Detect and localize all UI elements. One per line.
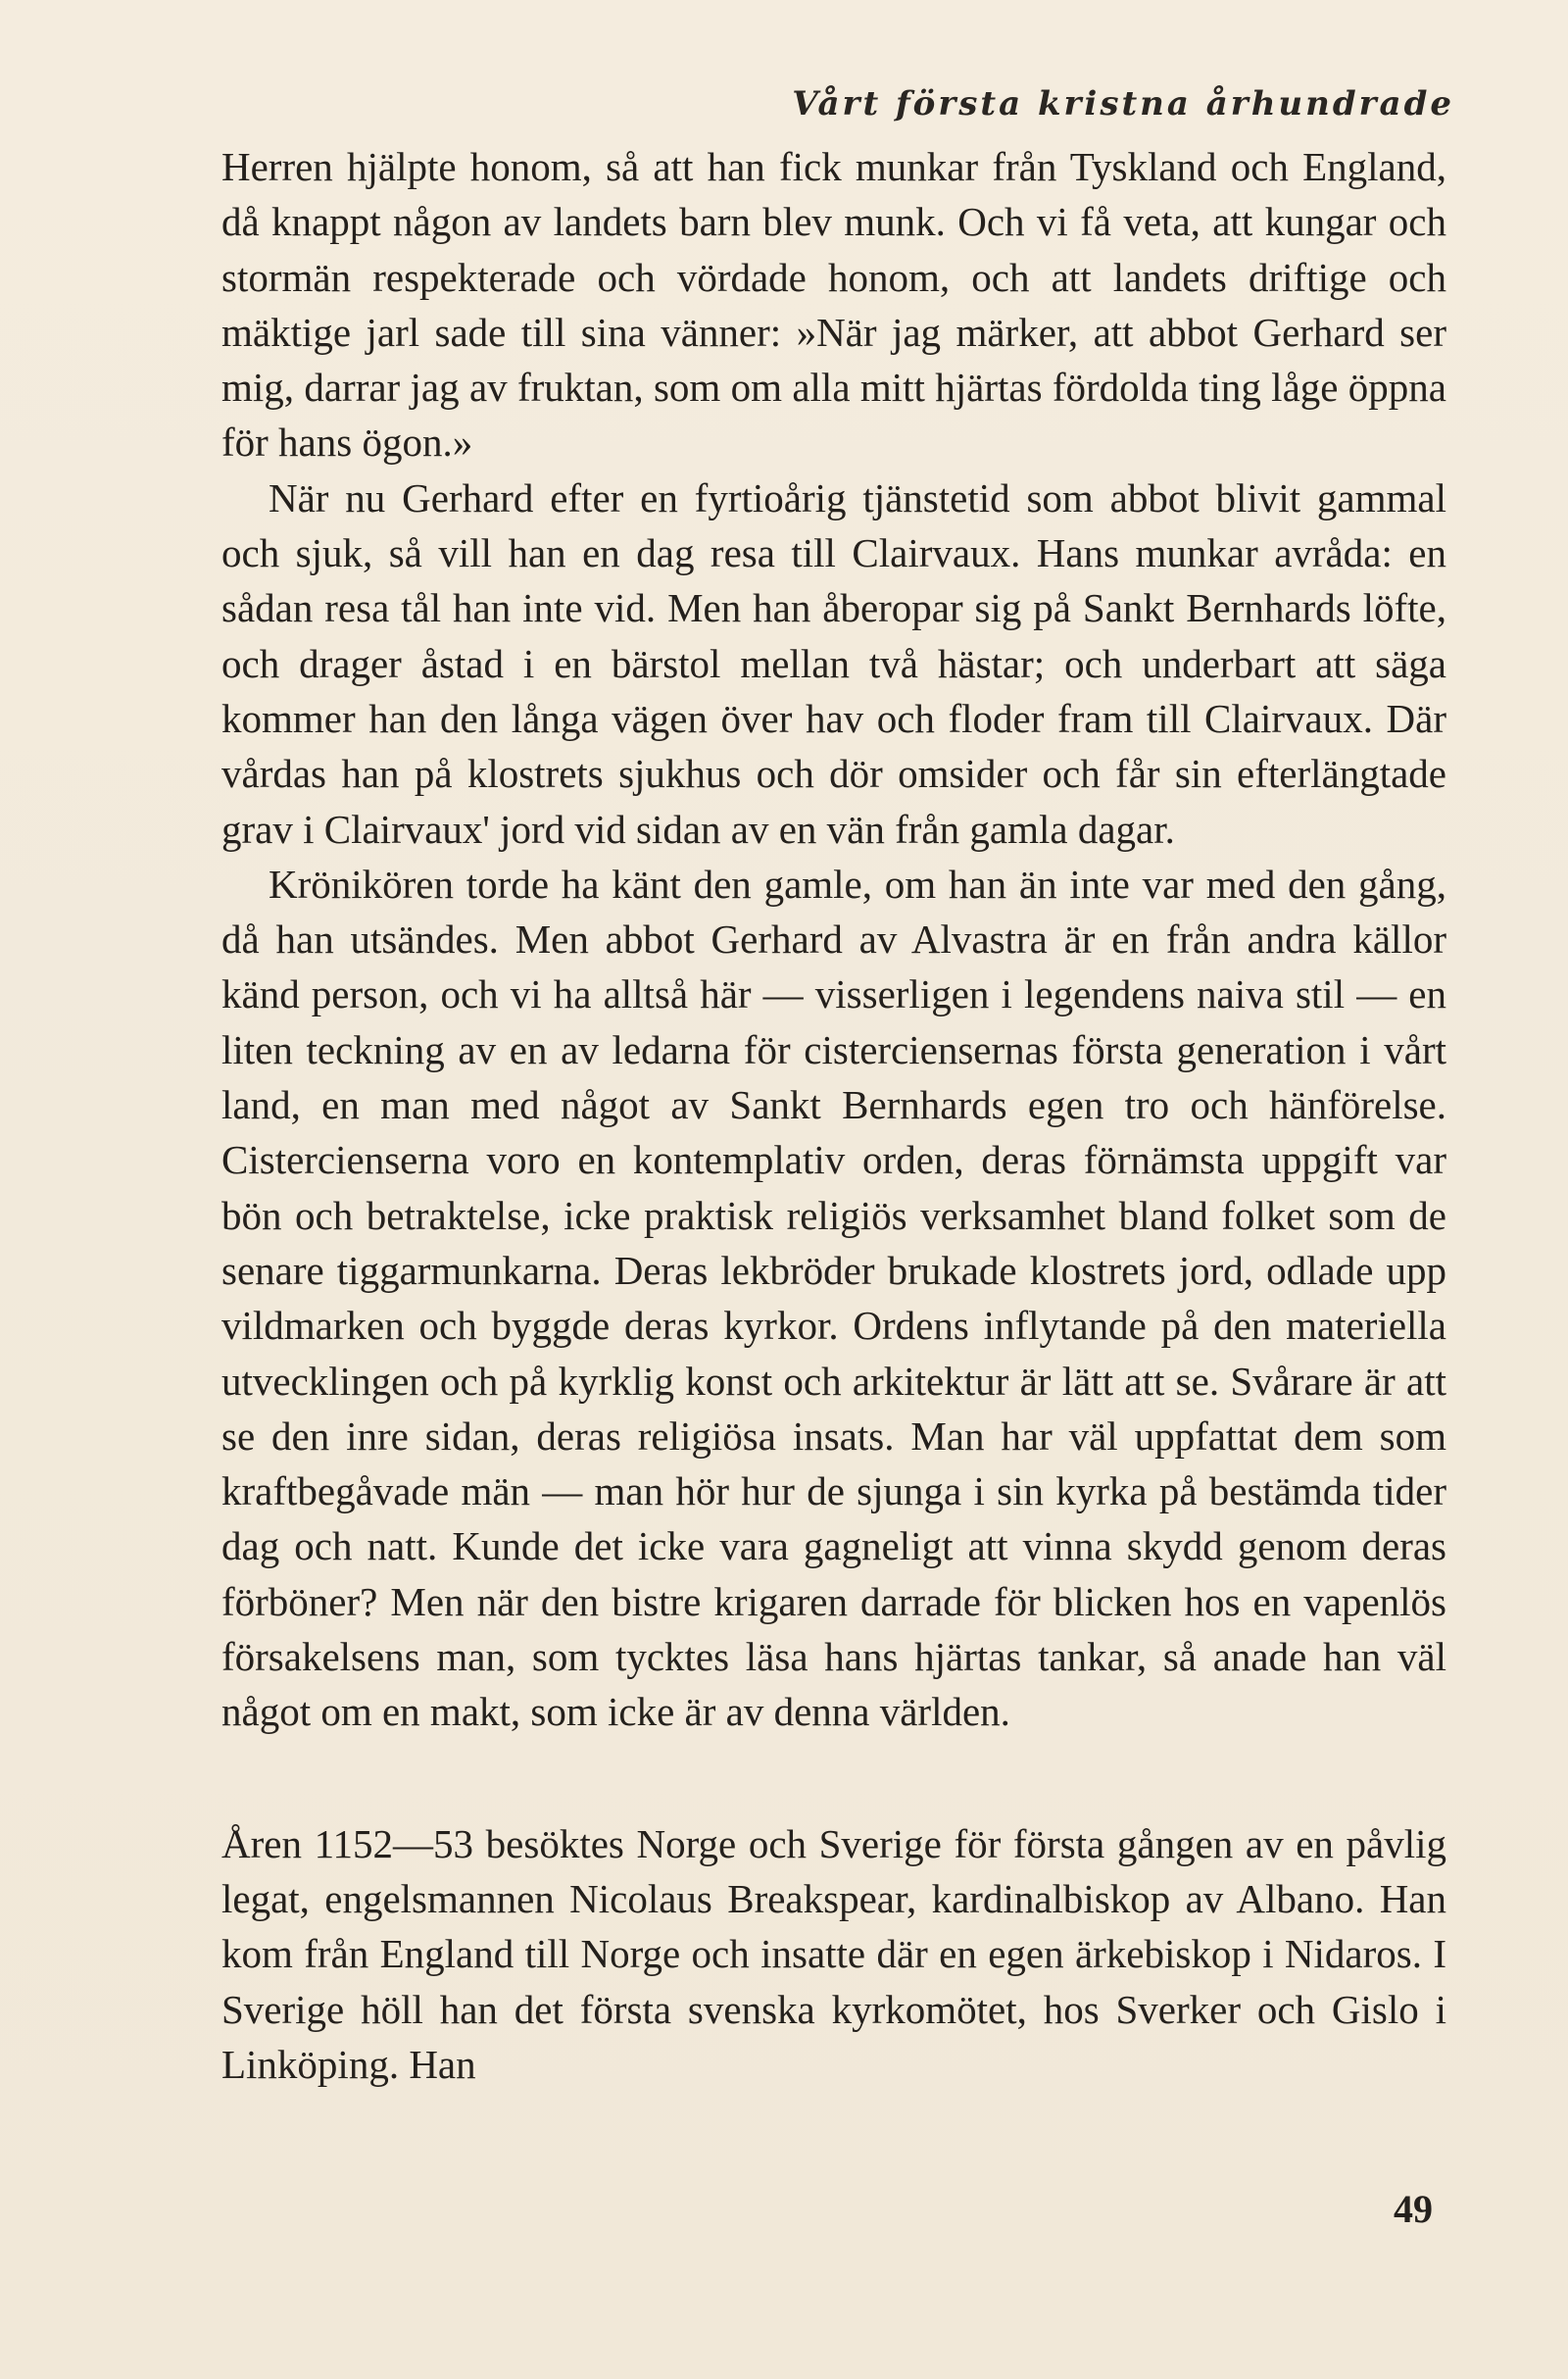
paragraph-1: Herren hjälpte honom, så att han fick munkar från Tyskland och England, då knappt någon av landets barn blev munk. Och vi få veta, att kungar och stormän respekterade och vördade honom, och att landets driftige och mäktige jarl sade till sina vänner: »När jag märker, att abbot Gerhard ser mig, darrar jag av fruktan, som om alla mitt hjärtas fördolda ting låge öppna för hans ögon.» bbox=[221, 144, 1446, 466]
section-break bbox=[221, 1740, 1446, 1816]
body-text bbox=[221, 139, 1446, 2092]
paragraph-4: Åren 1152—53 besöktes Norge och Sverige för första gången av en påvlig legat, engelsmannen Nicolaus Breakspear, kardinalbiskop av Albano. Han kom från England till Norge och insatte där en egen ärkebiskop i Nidaros. I Sverige höll han det första svenska kyrkomötet, hos Sverker och Gislo i Linköping. Han bbox=[221, 1820, 1446, 2087]
page-number: 49 bbox=[1394, 2187, 1433, 2231]
paragraph-2: När nu Gerhard efter en fyrtioårig tjänstetid som abbot blivit gammal och sjuk, så vill han en dag resa till Clairvaux. Hans munkar avråda: en sådan resa tål han inte vid. Men han åberopar sig på Sankt Bernhards löfte, och drager åstad i en bärstol mellan två hästar; och underbart att säga kommer han den långa vägen över hav och floder fram till Clairvaux. Där vårdas han på klostrets sjukhus och dör omsider och får sin efterlängtade grav i Clairvaux' jord vid sidan av en vän från gamla dagar. bbox=[221, 474, 1446, 852]
running-head: Vårt första kristna århundrade bbox=[792, 84, 1454, 124]
paragraph-3: Krönikören torde ha känt den gamle, om han än inte var med den gång, då han utsändes. Men abbot Gerhard av Alvastra är en från andra källor känd person, och vi ha alltså här — visserligen i legendens naiva stil — en liten teckning av en av ledarna för cisterciensernas första generation i vårt land, en man med något av Sankt Bernhards egen tro och hänförelse. Cistercienserna voro en kontemplativ orden, deras förnämsta uppgift var bön och betraktelse, icke praktisk religiös verksamhet bland folket som de senare tiggarmunkarna. Deras lekbröder brukade klostrets jord, odlade upp vildmarken och byggde deras kyrkor. Ordens inflytande på den materiella utvecklingen och på kyrklig konst och arkitektur är lätt att se. Svårare är att se den inre sidan, deras religiösa insats. Man har väl uppfattat dem som kraftbegåvade män — man hör hur de sjunga i sin kyrka på bestämda tider dag och natt. Kunde det icke vara gagneligt att vinna skydd genom deras förböner? Men när den bistre krigaren darrade för blicken hos en vapenlös försakelsens man, som tycktes läsa hans hjärtas tankar, så anade han väl något om en makt, som icke är av denna världen. bbox=[221, 861, 1446, 1735]
